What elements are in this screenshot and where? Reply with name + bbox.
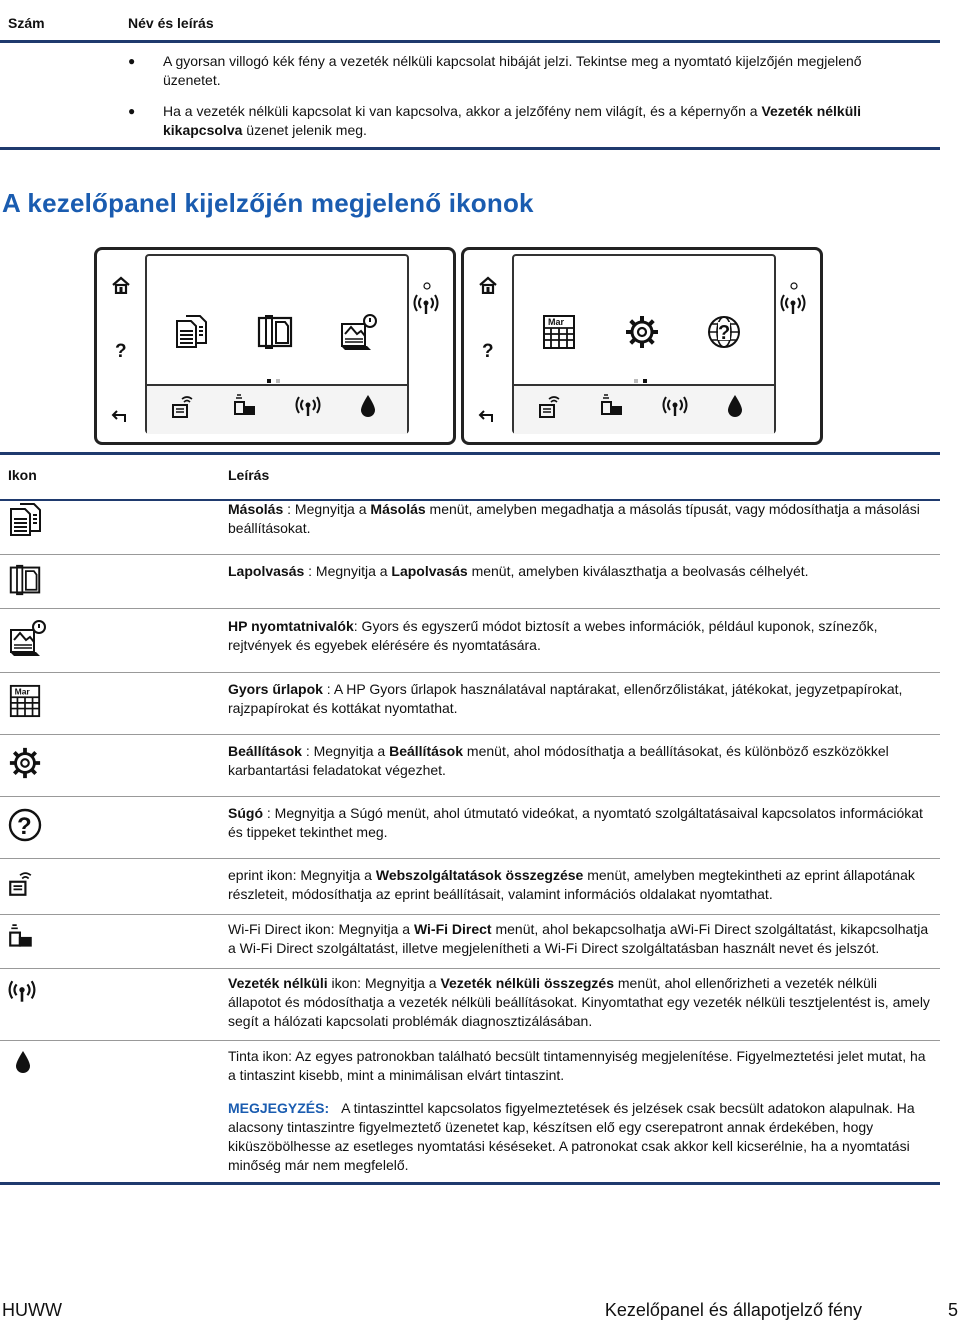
bullet-text: Ha a vezeték nélküli kapcsolat ki van kapcsolva, akkor a jelzőfény nem világít, és a képernyőn a Vezeték nélküli kikapcsolva üzenet jelenik meg. xyxy=(163,103,862,138)
printables-icon xyxy=(8,618,48,658)
wifi-direct-icon xyxy=(8,924,34,952)
screen-status-bar xyxy=(147,384,407,434)
row-description: Gyors űrlapok : A HP Gyors űrlapok használatával naptárakat, ellenőrzőlistákat, játékokat, jegyzetpapírokat, rajzpapírokat és kottákat nyomtathat. xyxy=(228,681,903,716)
row-description: Lapolvasás : Megnyitja a Lapolvasás menüt, amelyben kiválaszthatja a beolvasás célhelyét. xyxy=(228,563,809,579)
wireless-icon xyxy=(8,980,36,1004)
control-panel-illustration xyxy=(461,247,823,445)
table-row xyxy=(0,672,940,735)
row-description: Súgó : Megnyitja a Súgó menüt, ahol útmutató videókat, a nyomtató szolgáltatásaival kapcsolatos információkat és tippeket tekinthet meg. xyxy=(228,805,923,840)
col-header-number: Szám xyxy=(8,15,45,31)
table-row xyxy=(0,734,940,797)
note-block xyxy=(228,1099,933,1175)
icon-table-header xyxy=(0,452,940,501)
home-icon xyxy=(478,276,498,294)
printables-icon xyxy=(339,312,379,352)
wireless-icon xyxy=(413,294,439,316)
calendar-month-label: Mar xyxy=(14,686,30,697)
panel-screen xyxy=(145,254,409,434)
wifi-direct-icon xyxy=(600,394,624,420)
wifi-direct-icon xyxy=(233,394,257,420)
table-row xyxy=(0,554,940,609)
table-row xyxy=(0,1040,940,1185)
table-row xyxy=(0,608,940,673)
footer-doc-id: HUWW xyxy=(2,1300,62,1320)
ink-drop-icon xyxy=(14,1050,32,1074)
wireless-icon xyxy=(780,294,806,316)
row-description: HP nyomtatnivalók: Gyors és egyszerű módot biztosít a webes információk, például kuponok, színezők, rejtvények és egyebek elérésére és nyomtatására. xyxy=(228,618,878,653)
screen-main-area xyxy=(514,256,774,382)
svg-text:?: ? xyxy=(482,341,494,360)
page-dots-icon xyxy=(632,378,652,384)
section-title: A kezelőpanel kijelzőjén megjelenő ikonok xyxy=(2,188,534,218)
help-web-icon xyxy=(706,314,742,350)
col-header-name-desc: Név és leírás xyxy=(128,15,214,31)
col-header-description: Leírás xyxy=(228,467,270,483)
table-bottom-rule xyxy=(0,147,940,150)
calendar-month-label: Mar xyxy=(548,317,565,327)
help-icon xyxy=(480,340,496,360)
bullet-dot-icon: ● xyxy=(128,54,136,68)
row-description: Beállítások : Megnyitja a Beállítások menüt, ahol módosíthatja a beállításokat, és különböző eszközökkel karbantartási feladatokat végezhet. xyxy=(228,743,889,778)
eprint-icon xyxy=(171,396,193,420)
ink-drop-icon xyxy=(726,394,744,418)
svg-text:?: ? xyxy=(17,813,32,840)
footer-chapter-title: Kezelőpanel és állapotjelző fény xyxy=(604,1300,862,1320)
bullet-dot-icon: ● xyxy=(128,104,136,118)
back-icon xyxy=(111,408,131,424)
table-row xyxy=(0,858,940,915)
calendar-icon xyxy=(541,314,577,350)
status-light-icon xyxy=(790,282,798,290)
table-row xyxy=(0,914,940,969)
back-icon xyxy=(478,408,498,424)
calendar-icon xyxy=(8,684,42,718)
table-row xyxy=(0,496,940,555)
row-description: Tinta ikon: Az egyes patronokban található becsült tintamennyiség megjelenítése. Figyelmeztetési jelet mutat, ha a tintaszint kisebb, mint a minimálisan elvárt tintaszint. xyxy=(228,1048,926,1083)
screen-main-area xyxy=(147,256,407,382)
top-table-header xyxy=(0,0,940,43)
copy-icon xyxy=(174,314,210,350)
eprint-icon xyxy=(538,396,560,420)
row-description: Vezeték nélküli ikon: Megnyitja a Vezeték nélküli összegzés menüt, ahol ellenőrizheti a vezeték nélküli állapotot és módosíthatja a vezeték nélküli beállításokat. Kinyomtathat egy vezeték nélküli tesztjelentést is, amely segít a hálózati kapcsolati problémák diagnosztizálásában. xyxy=(228,975,930,1029)
help-icon xyxy=(113,340,129,360)
panel-screen xyxy=(512,254,776,434)
table-row xyxy=(0,968,940,1041)
table-row xyxy=(0,796,940,859)
help-icon xyxy=(8,808,42,842)
scan-icon xyxy=(8,564,42,596)
eprint-icon xyxy=(8,872,32,898)
wireless-icon xyxy=(662,396,688,418)
col-header-icon: Ikon xyxy=(8,467,37,483)
row-description: Wi-Fi Direct ikon: Megnyitja a Wi-Fi Direct menüt, ahol bekapcsolhatja aWi-Fi Direct szolgáltatást, kikapcsolhatja a Wi-Fi Direct szolgáltatást, illetve megjelenítheti a Wi-Fi Direct szolgáltatásban használt nevet és jelszót. xyxy=(228,921,929,956)
screen-status-bar xyxy=(514,384,774,434)
footer-page-number: 5 xyxy=(947,1300,958,1320)
row-description: Másolás : Megnyitja a Másolás menüt, amelyben megadhatja a másolás típusát, vagy módosíthatja a másolási beállításokat. xyxy=(228,501,920,536)
bullet-text: A gyorsan villogó kék fény a vezeték nélküli kapcsolat hibáját jelzi. Tekintse meg a nyomtató kijelzőjén megjelenő üzenetet. xyxy=(163,53,862,88)
wireless-icon xyxy=(295,396,321,418)
note-label: MEGJEGYZÉS: xyxy=(228,1100,330,1116)
control-panel-illustration xyxy=(94,247,456,445)
gear-icon xyxy=(8,746,42,780)
home-icon xyxy=(111,276,131,294)
status-light-icon xyxy=(423,282,431,290)
gear-icon xyxy=(624,314,660,350)
row-description: eprint ikon: Megnyitja a Webszolgáltatások összegzése menüt, amelyben megtekintheti az eprint állapotának részleteit, módosíthatja az eprint beállításait, valamint információs oldalakat nyomtathat. xyxy=(228,867,915,902)
svg-text:?: ? xyxy=(115,341,127,360)
page-dots-icon xyxy=(265,378,285,384)
copy-icon xyxy=(8,502,44,538)
svg-text:?: ? xyxy=(718,322,731,344)
ink-drop-icon xyxy=(359,394,377,418)
page-footer xyxy=(0,1298,960,1322)
note-text: A tintaszinttel kapcsolatos figyelmeztetések és jelzések csak becsült adatokon alapulnak. Ha alacsony tintaszintre figyelmeztető üzenetet kap, készítsen elő egy cserepatront annak érdekében, hogy kiküszöbölhesse az esetleges nyomtatási késéseket. A patronokat csak akkor kell kicserélnie, ha a nyomtatási minőség már nem megfelelő. xyxy=(228,1100,915,1173)
scan-icon xyxy=(257,314,293,350)
